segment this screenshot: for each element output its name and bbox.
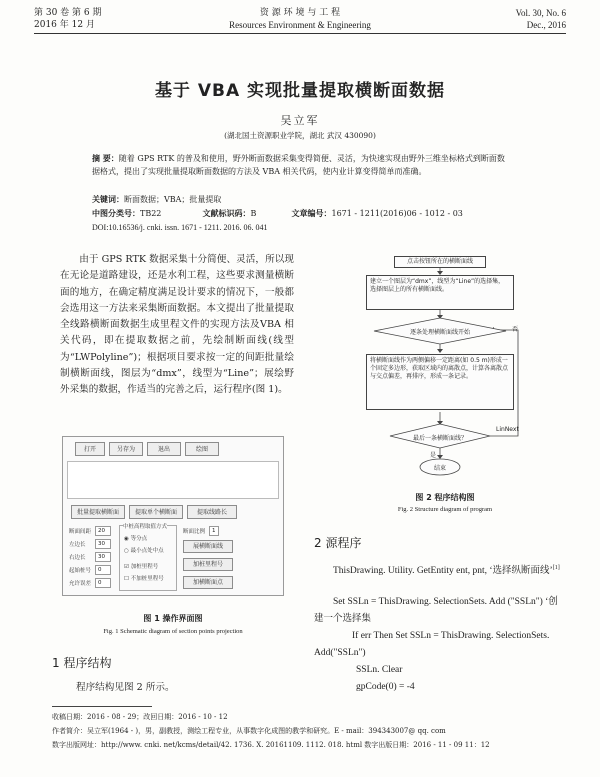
batch-extract-button[interactable]: 批量提取横断面 [71, 505, 125, 519]
abstract-label: 摘 要： [92, 154, 119, 163]
param-input-right[interactable]: 30 [95, 552, 111, 562]
flow-box-select-line: 点击按钮所在的横断面线 [394, 256, 486, 268]
flow-decision-label: 最后一条横断面线？ [412, 435, 467, 442]
doc-code-label: 文献标识码： [202, 209, 251, 218]
figure1-drawing-area [67, 461, 279, 499]
code-line-5: gpCode(0) = -4 [356, 682, 415, 692]
intro-paragraph: 由于 GPS RTK 数据采集十分简便、灵活，所以现在无论是道路建设，还是水利工程，这些要求测量横断面的地方，在确定精度满足设计要求的情况下，一般都会选用这一方法来采集断面数据。本文提出了批量提取全线路横断面数据生成里程文件的实现方法及VBA 相关代码，即在提取数据之前，先绘制断面线(线型为“LWPolyline”)；根据项目要求按一定的间距批量绘制横断面线，图层为“dmx”，线型为“Line”；展绘野外采集的数据，作适当的完善之后，运行程序(图 1)。 [60, 254, 294, 396]
citation: [1] [552, 565, 560, 571]
draw-button[interactable]: 绘图 [185, 442, 219, 456]
flow-linnext-label: LinNext [496, 426, 519, 433]
flow-loop-start-label: 逐条处理横断面线开始 [409, 329, 470, 336]
flow-yes-label: 是 [430, 452, 437, 459]
param-input-start[interactable]: 0 [95, 565, 111, 575]
add-section-points-button[interactable]: 加横断面点 [183, 576, 233, 589]
radio-equal-label: 等分点 [130, 536, 148, 542]
single-extract-button[interactable]: 提取单个横断面 [129, 505, 183, 519]
add-station-button[interactable]: 加桩里程号 [183, 558, 233, 571]
code-line-1-text: ThisDrawing. Utility. GetEntity ent, pnt, ‘选择纵断面线’ [333, 566, 553, 577]
code-line-4: SSLn. Clear [356, 665, 403, 675]
radio-min[interactable]: ○ 最小点处中点 [124, 548, 164, 554]
code-line-3: If err Then Set SSLn = ThisDrawing. SelectionSets. Add("SSLn") [314, 631, 550, 658]
code-line-1 [314, 560, 564, 580]
figure2-caption-en: Fig. 2 Structure diagram of program [397, 506, 493, 513]
save-as-button[interactable]: 另存为 [109, 442, 143, 456]
abstract-text: 随着 GPS RTK 的普及和使用，野外断面数据采集变得简便、灵活，为快速实现由野外三维坐标格式到断面数据格式，提出了实现批量提取断面数据的方法及 VBA 相关代码，使内业计算变得简单而准确。 [92, 154, 505, 176]
cls-value: TB22 [140, 209, 162, 218]
keywords [92, 193, 512, 206]
flow-box-build-selection: 建立一个图层为“dmx”，线型为“Line”的选择集，选择图层上的所有横断面线。 [366, 275, 514, 310]
figure1-caption-en: Fig. 1 Schematic diagram of section points projection [103, 628, 243, 635]
param-input-tolerance[interactable]: 0 [95, 578, 111, 588]
section1-text: 程序结构见图 2 所示。 [76, 682, 175, 693]
figure2-caption-cn: 图 2 程序结构图 [415, 493, 475, 502]
arrowhead-5 [437, 455, 443, 459]
param-label-left: 左边长 [69, 542, 86, 548]
radio-min-label: 最小点处中点 [130, 548, 164, 554]
keywords-text: 断面数据；VBA；批量提取 [124, 195, 222, 204]
radio-equal[interactable]: ◉ 等分点 [124, 536, 148, 542]
cls-label: 中图分类号： [92, 209, 140, 218]
header-volume-cn: 第 30 卷 第 6 期 [34, 8, 102, 18]
header-journal-cn: 资 源 环 境 与 工 程 [259, 8, 341, 18]
header-journal-en: Resources Environment & Engineering [229, 20, 371, 30]
header-date-cn: 2016 年 12 月 [34, 20, 95, 30]
param-input-left[interactable]: 30 [95, 539, 111, 549]
param-label-spacing: 断面间距 [69, 529, 92, 535]
elevation-group [119, 525, 177, 591]
header-rule [34, 33, 566, 34]
footnote-rule [52, 706, 152, 707]
page-title: 基于 VBA 实现批量提取横断面数据 [154, 81, 446, 101]
check-add-station[interactable]: ☑ 加桩里程号 [124, 564, 159, 570]
author: 吴立军 [280, 114, 320, 127]
footer-author-info: 作者简介：吴立军(1964 - )，男，副教授，测绘工程专业，从事数字化成图的教学和研究。E - mail：394343007@ qq. com [52, 727, 446, 735]
article-no-label: 文章编号： [291, 209, 332, 218]
elevation-group-title: 中桩高程取值方式 [123, 524, 168, 530]
article-no-value: 1671 - 1211(2016)06 - 1012 - 03 [331, 209, 463, 218]
footer-dates: 收稿日期：2016 - 08 - 29；改回日期：2016 - 10 - 12 [52, 713, 228, 721]
header-volume-en: Vol. 30, No. 6 [515, 8, 566, 18]
flow-no-label: 否 [512, 326, 519, 333]
scale-input[interactable]: 1 [209, 526, 219, 536]
param-label-right: 右边长 [69, 555, 86, 561]
footer-online: 数字出版网址：http://www. cnki. net/kcms/detail/42. 1736. X. 20161109. 1112. 018. html 数字出版日期：2016 - 11 - 09 11：12 [52, 741, 490, 749]
param-label-tolerance: 允许误差 [69, 581, 92, 587]
flow-box-process: 将横断面线作为两侧偏移一定距离(如 0.5 m)形成一个固定多边形，获取区域内的离散点，计算各离散点与交点偏差，再排序，形成一条记录。 [366, 354, 514, 410]
abstract [92, 152, 512, 178]
code-line-2: Set SSLn = ThisDrawing. SelectionSets. Add ("SSLn") ‘创建一个选择集 [314, 597, 558, 624]
route-length-button[interactable]: 提取线路长 [187, 505, 237, 519]
param-input-spacing[interactable]: 20 [95, 526, 111, 536]
param-label-start: 起始桩号 [69, 568, 92, 574]
exit-button[interactable]: 退出 [147, 442, 181, 456]
keywords-label: 关键词： [92, 195, 124, 204]
flow-end-label: 结束 [433, 465, 446, 472]
classification-line [92, 207, 532, 220]
header-date-en: Dec., 2016 [526, 20, 566, 30]
doi: DOI:10.16536/j. cnki. issn. 1671 - 1211. 2016. 06. 041 [92, 223, 268, 232]
doc-code-value: B [250, 209, 257, 218]
draw-section-lines-button[interactable]: 展横断面线 [183, 540, 233, 553]
section2-title: 2 源程序 [314, 536, 362, 550]
scale-label: 断面比例 [183, 529, 206, 535]
figure1-window [62, 436, 284, 596]
check-no-station-label: 不加桩里程号 [130, 576, 164, 582]
section1-title: 1 程序结构 [52, 656, 112, 670]
check-no-station[interactable]: ☐ 不加桩里程号 [124, 576, 164, 582]
arrowhead-3 [437, 349, 443, 353]
open-button[interactable]: 打开 [75, 442, 105, 456]
affiliation: (湖北国土资源职业学院，湖北 武汉 430090) [224, 131, 376, 140]
figure1-caption-cn: 图 1 操作界面图 [143, 614, 203, 623]
check-add-station-label: 加桩里程号 [130, 564, 159, 570]
